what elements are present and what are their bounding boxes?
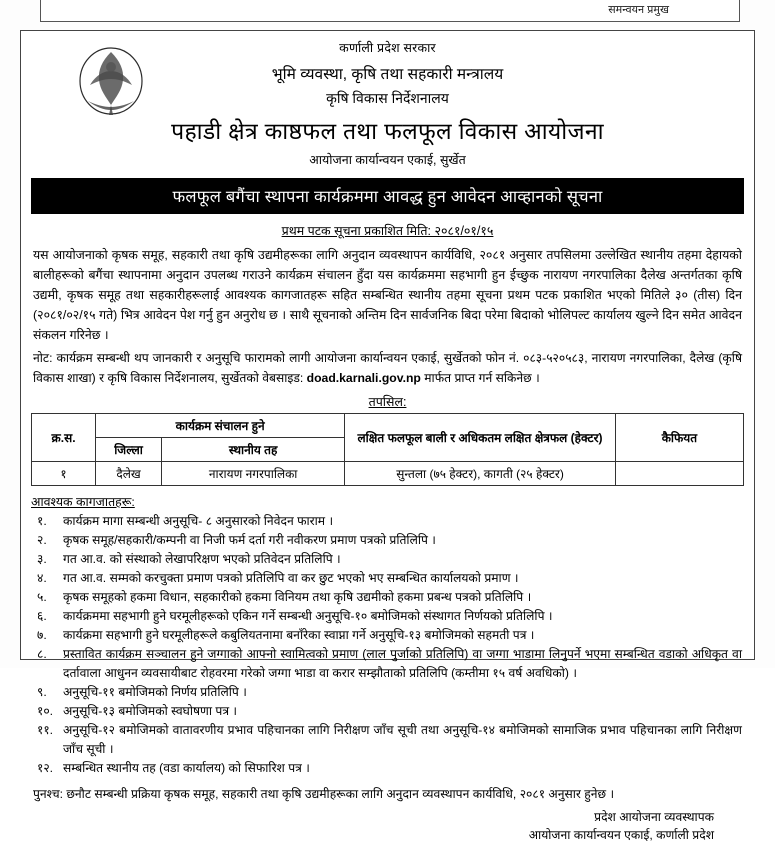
- cell-local-level: नारायण नगरपालिका: [162, 461, 345, 485]
- tapasil-label: तपसिल:: [368, 394, 407, 409]
- list-item-text: गत आ.व. को संस्थाको लेखापरिक्षण भएको प्रतिवेदन प्रतिलिपि ।: [63, 551, 341, 566]
- notice-banner-title: फलफूल बगैंचा स्थापना कार्यक्रममा आवद्ध हुन आवेदन आव्हानको सूचना: [31, 178, 744, 214]
- required-documents-list: [31, 512, 744, 778]
- cell-remark: [615, 461, 743, 485]
- top-partial-banner: [40, 0, 740, 22]
- ministry-name: भूमि व्यवस्था, कृषि तथा सहकारी मन्त्रालय: [271, 66, 504, 83]
- project-name: पहाडी क्षेत्र काष्ठफल तथा फलफूल विकास आयोजना: [171, 118, 604, 144]
- list-item-text: अनुसूचि-१२ बमोजिमको वातावरणीय प्रभाव पहिचानका लागि निरीक्षण जाँच सूची तथा अनुसूचि-१४ बमोजिमको सामाजिक प्रभाव पहिचानका लागि निरीक्षण जाँच सूची ।: [63, 722, 742, 756]
- top-partial-banner-text: समन्वयन प्रमुख: [608, 4, 669, 16]
- list-item-text: प्रस्तावित कार्यक्रम सञ्चालन हुने जग्गाको आफ्नो स्वामित्वको प्रमाण (लाल पुर्जाको प्रतिलिपि) वा जग्गा भाडामा लिनुपर्ने भएमा सम्बन्धित वडाको अधिकृत वा दर्तावाला आधुनन व्यवसायीबाट रोहवरमा गरेको जग्गा भाडा वा करार सम्झौताको प्रतिलिपि (कम्तीमा १५ वर्ष अवधिको) ।: [63, 646, 742, 680]
- cell-district: दैलेख: [96, 461, 162, 485]
- nepal-emblem-icon: [76, 45, 146, 117]
- list-item-number: ३.: [37, 551, 47, 566]
- list-item: [31, 607, 744, 626]
- table-header-row-1: [32, 413, 744, 437]
- list-item-number: ८.: [37, 646, 47, 661]
- list-item-number: ७.: [37, 627, 47, 642]
- closing-note: पुनश्च: छनौट सम्बन्धी प्रक्रिया कृषक समूह, सहकारी तथा कृषि उद्यमीहरूका लागि अनुदान व्यवस्थापन कार्यविधि, २०८१ अनुसार हुनेछ ।: [33, 786, 615, 801]
- list-item-number: ४.: [37, 570, 47, 585]
- notice-header: [31, 39, 744, 168]
- list-item-text: कृषक समूहको हकमा विधान, सहकारीको हकमा विनियम तथा कृषि उद्यमीको हकमा प्रबन्ध पत्रको प्रतिलिपि ।: [63, 589, 532, 604]
- th-serial: क्र.स.: [32, 413, 96, 461]
- list-item: [31, 531, 744, 550]
- list-item-number: १२.: [37, 760, 54, 775]
- list-item-text: कृषक समूह/सहकारी/कम्पनी वा निजी फर्म दर्ता गरी नवीकरण प्रमाण पत्रको प्रतिलिपि ।: [63, 532, 436, 547]
- table-row: [32, 461, 744, 485]
- implementation-unit: आयोजना कार्यान्वयन एकाई, सुर्खेत: [309, 153, 466, 167]
- list-item: [31, 588, 744, 607]
- list-item: [31, 759, 744, 778]
- list-item-text: अनुसूचि-११ बमोजिमको निर्णय प्रतिलिपि ।: [63, 684, 247, 699]
- list-item-number: १०.: [37, 703, 54, 718]
- list-item-number: ११.: [37, 722, 54, 737]
- list-item-text: गत आ.व. सम्मको करचुक्ता प्रमाण पत्रको प्रतिलिपि वा कर छुट भएको भए सम्बन्धित कार्यालयको प्रमाण ।: [63, 570, 519, 585]
- notice-main-paragraph: यस आयोजनाको कृषक समूह, सहकारी तथा कृषि उद्यमीहरूका लागि अनुदान व्यवस्थापन कार्यविधि, २०८१ अनुसार तपसिलमा उल्लेखित स्थानीय तहमा देहायको बालीहरूको बगैंचा स्थापनामा अनुदान उपलब्ध गराउने कार्यक्रम संचालन हुँदा यस कार्यक्रममा सहभागी हुन ईच्छुक नारायण नगरपालिका दैलेख अन्तर्गतका कृषि उद्यमी, कृषक समूह तथा सहकारीहरूलाई आवश्यक कागजातहरू सहित सम्बन्धित स्थानीय तहमा सूचना प्रथम पटक प्रकाशित भएको मितिले ३० (तीस) दिन (२०८१/०२/१५ गते) भित्र आवेदन पेश गर्नु हुन अनुरोध छ । साथै सूचनाको अन्तिम दिन सार्वजनिक बिदा परेमा बिदाको भोलिपल्ट कार्यालय खुल्ने दिन समेत आवेदन संकलन गरिनेछ ।: [33, 248, 742, 343]
- th-local-level: स्थानीय तह: [162, 437, 345, 461]
- notice-note-paragraph: [31, 349, 744, 388]
- th-target-area: लक्षित फलफूल बाली र अधिकतम लक्षित क्षेत्रफल (हेक्टर): [345, 413, 616, 461]
- list-item: [31, 512, 744, 531]
- list-item-number: १.: [37, 513, 47, 528]
- list-item-number: ६.: [37, 608, 47, 623]
- department-name: कृषि विकास निर्देशनालय: [326, 90, 449, 106]
- program-table: [31, 413, 744, 486]
- list-item-number: २.: [37, 532, 47, 547]
- website-link[interactable]: doad.karnali.gov.np: [306, 370, 421, 385]
- notice-body: [20, 30, 755, 843]
- list-item: [31, 721, 744, 759]
- list-item: [31, 626, 744, 645]
- list-item-number: ५.: [37, 589, 47, 604]
- list-item-text: कार्यक्रममा सहभागी हुने घरमूलीहरूको एकिन गर्ने सम्बन्धी अनुसूचि-१० बमोजिमको संस्थागत निर्णयको प्रतिलिपि ।: [63, 608, 553, 623]
- note-suffix-text: मार्फत प्राप्त गर्न सकिनेछ ।: [424, 370, 540, 385]
- list-item: [31, 683, 744, 702]
- th-district: जिल्ला: [96, 437, 162, 461]
- signature-office: आयोजना कार्यान्वयन एकाई, कर्णाली प्रदेश: [528, 828, 714, 843]
- signature-block: [31, 808, 744, 845]
- list-item: [31, 645, 744, 683]
- th-program: कार्यक्रम संचालन हुने: [96, 413, 345, 437]
- list-item-text: कार्यक्रम मागा सम्बन्धी अनुसूचि- ८ अनुसारको निवेदन फाराम ।: [63, 513, 334, 528]
- government-name: कर्णाली प्रदेश सरकार: [339, 41, 436, 55]
- documents-title: आवश्यक कागजातहरू:: [31, 494, 135, 509]
- list-item-text: कार्यक्रमा सहभागी हुने घरमूलीहरूले कबुलियतनामा बनाँरेका स्वाप्ना गर्ने अनुसूचि-१३ बमोजिमको सहमती पत्र ।: [63, 627, 535, 642]
- list-item: [31, 569, 744, 588]
- note-prefix-text: नोट: कार्यक्रम सम्बन्धी थप जानकारी र अनुसूचि फारामको लागी आयोजना कार्यान्वयन एकाई, सुर्खेतको फोन नं. ०८३-५२०५८३, नारायण नगरपालिका, दैलेख (कृषि विकास शाखा) र कृषि विकास निर्देशनालय, सुर्खेतको वेबसाइड:: [33, 351, 742, 385]
- cell-target-area: सुन्तला (७५ हेक्टर), कागती (२५ हेक्टर): [345, 461, 616, 485]
- list-item-number: ९.: [37, 684, 47, 699]
- publication-date: प्रथम पटक सूचना प्रकाशित मिति: २०८१/०१/१५: [281, 224, 494, 238]
- list-item: [31, 702, 744, 721]
- cell-serial: १: [32, 461, 96, 485]
- list-item-text: सम्बन्धित स्थानीय तह (वडा कार्यालय) को सिफारिश पत्र ।: [63, 760, 310, 775]
- th-remark: कैफियत: [615, 413, 743, 461]
- list-item: [31, 550, 744, 569]
- list-item-text: अनुसूचि-१३ बमोजिमको स्वघोषणा पत्र ।: [63, 703, 238, 718]
- signature-title: प्रदेश आयोजना व्यवस्थापक: [594, 809, 714, 824]
